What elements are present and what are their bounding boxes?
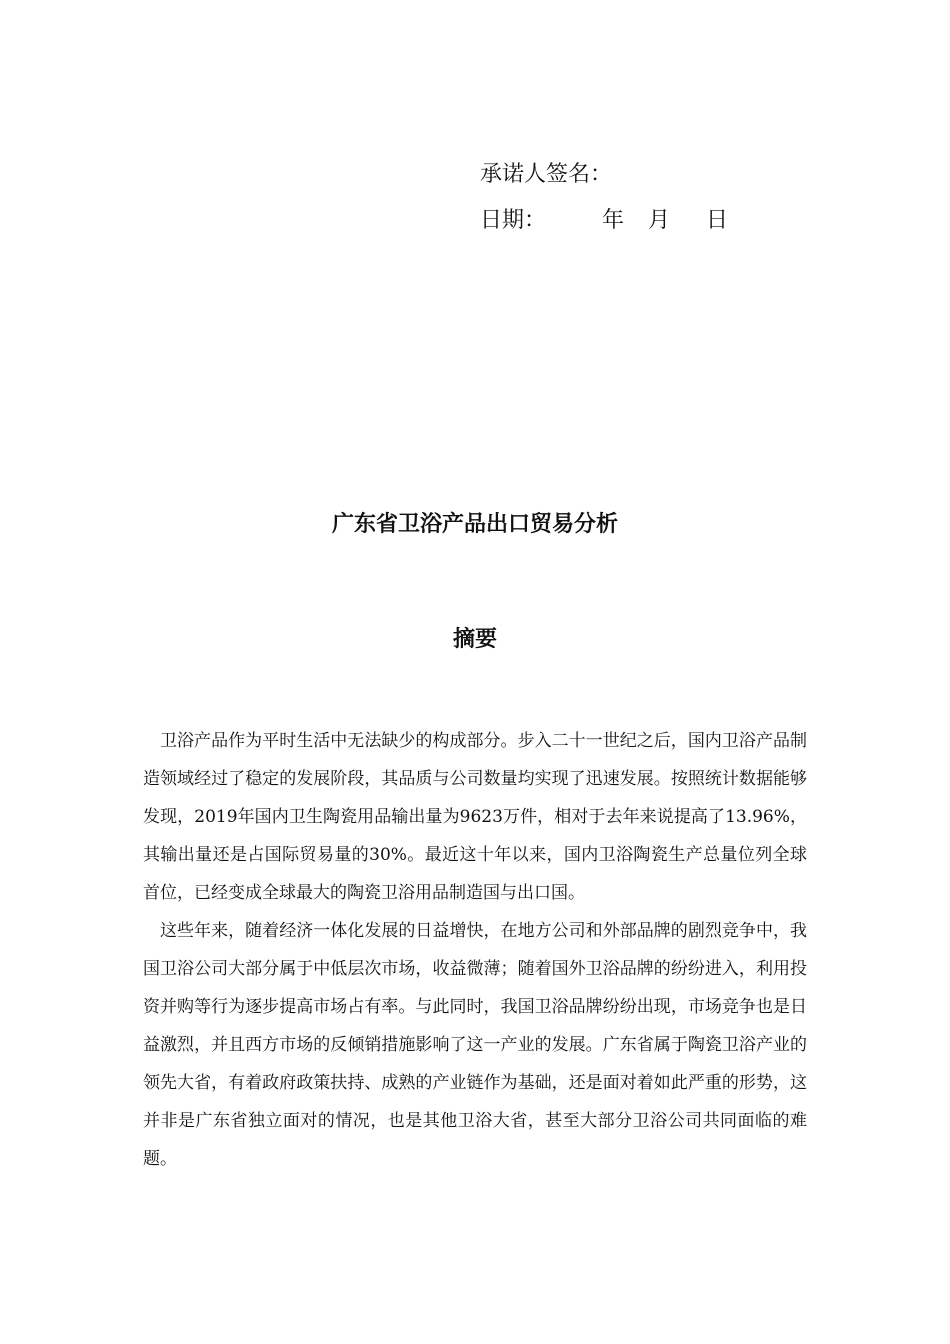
date-label: 日期： (480, 208, 547, 233)
date-month-label: 月 (648, 208, 671, 233)
signer-label: 承诺人签名： (480, 162, 613, 187)
abstract-heading: 摘要 (452, 626, 497, 652)
signer-line (480, 152, 728, 198)
date-day-label: 日 (706, 208, 729, 233)
date-line (480, 198, 728, 244)
document-title: 广东省卫浴产品出口贸易分析 (331, 511, 618, 537)
date-year-label: 年 (602, 208, 625, 233)
abstract-paragraph-2: 这些年来，随着经济一体化发展的日益增快，在地方公司和外部品牌的剧烈竞争中，我国卫浴公司大部分属于中低层次市场，收益微薄；随着国外卫浴品牌的纷纷进入，利用投资并购等行为逐步提高市场占有率。与此同时，我国卫浴品牌纷纷出现，市场竞争也是日益激烈，并且西方市场的反倾销措施影响了这一产业的发展。广东省属于陶瓷卫浴产业的领先大省，有着政府政策扶持、成熟的产业链作为基础，还是面对着如此严重的形势，这并非是广东省独立面对的情况，也是其他卫浴大省，甚至大部分卫浴公司共同面临的难题。 (143, 921, 807, 1169)
abstract-paragraph-1: 卫浴产品作为平时生活中无法缺少的构成部分。步入二十一世纪之后，国内卫浴产品制造领域经过了稳定的发展阶段，其品质与公司数量均实现了迅速发展。按照统计数据能够发现，2019年国内卫生陶瓷用品输出量为9623万件，相对于去年来说提高了13.96%，其输出量还是占国际贸易量的30%。最近这十年以来，国内卫浴陶瓷生产总量位列全球首位，已经变成全球最大的陶瓷卫浴用品制造国与出口国。 (143, 731, 807, 903)
signature-block (480, 152, 728, 244)
abstract-body (143, 722, 807, 1178)
